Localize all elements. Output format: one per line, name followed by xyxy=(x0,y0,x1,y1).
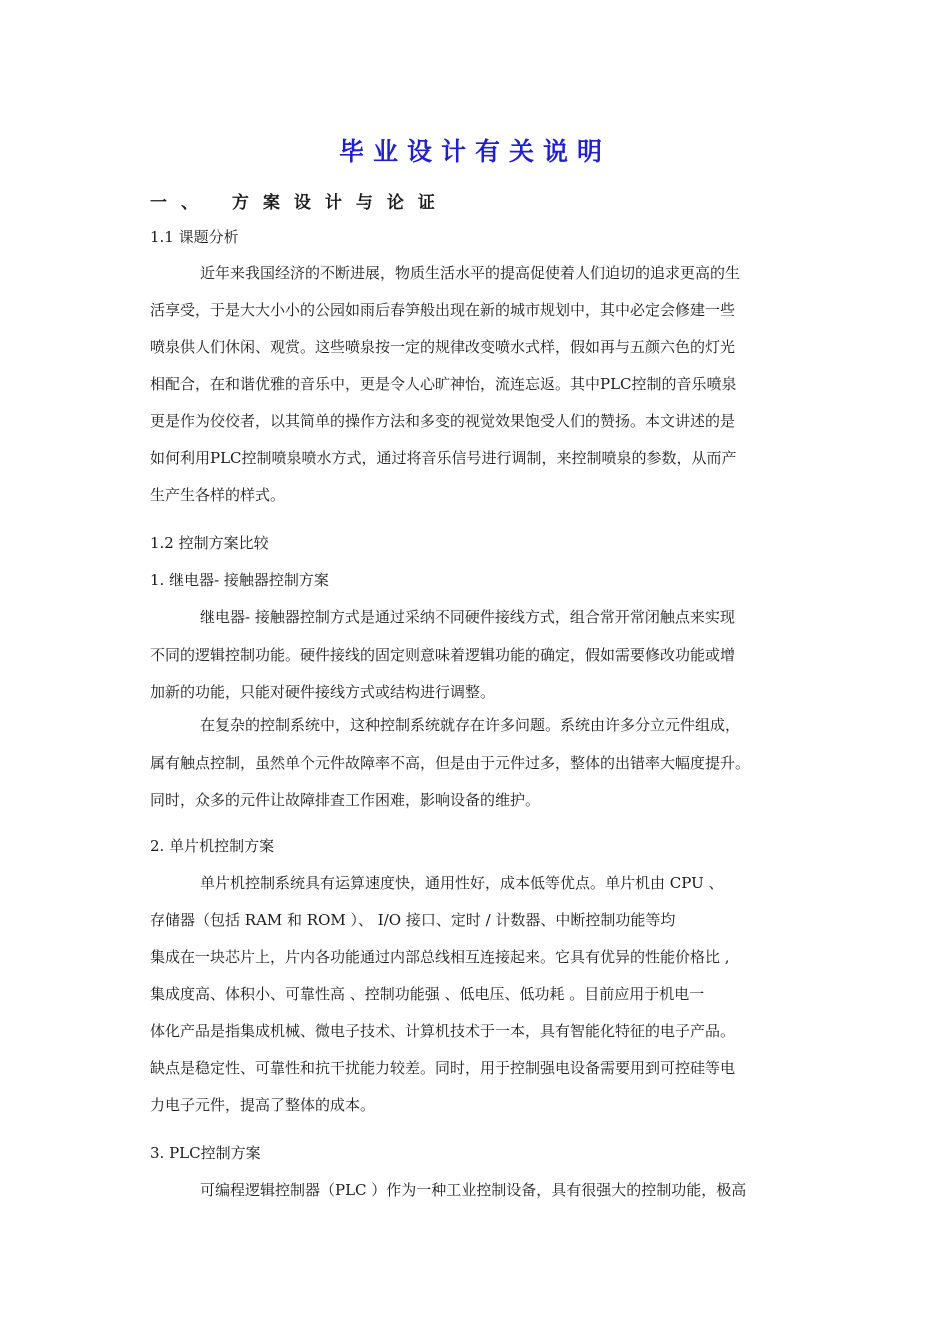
plan-heading-plc: 3. PLC控制方案 xyxy=(150,1144,261,1162)
page-title: 毕业设计有关说明 xyxy=(338,137,611,166)
paragraph-line: 活享受，于是大大小小的公园如雨后春笋般出现在新的城市规划中，其中必定会修建一些 xyxy=(150,301,736,319)
section-heading: 一、 方案设计与论证 xyxy=(150,193,449,213)
paragraph-line: 不同的逻辑控制功能。硬件接线的固定则意味着逻辑功能的确定，假如需要修改功能或增 xyxy=(150,646,736,664)
paragraph-line: 集成在一块芯片上，片内各功能通过内部总线相互连接起来。它具有优异的性能价格比 , xyxy=(150,948,730,966)
paragraph-line: 生产生各样的样式。 xyxy=(150,486,286,504)
subsection-heading-1-2: 1.2 控制方案比较 xyxy=(150,534,269,552)
paragraph-line: 喷泉供人们休闲、观赏。这些喷泉按一定的规律改变喷水式样，假如再与五颜六色的灯光 xyxy=(150,338,736,356)
paragraph-line: 单片机控制系统具有运算速度快，通用性好，成本低等优点。单片机由 CPU 、 xyxy=(200,874,724,892)
paragraph-line: 更是作为佼佼者，以其简单的操作方法和多变的视觉效果饱受人们的赞扬。本文讲述的是 xyxy=(150,412,736,430)
subsection-heading-1-1: 1.1 课题分析 xyxy=(150,228,239,246)
paragraph-line: 加新的功能，只能对硬件接线方式或结构进行调整。 xyxy=(150,683,496,701)
paragraph-line: 存储器（包括 RAM 和 ROM ）、 I/O 接口、定时 / 计数器、中断控制功能等均 xyxy=(150,911,676,929)
paragraph-line: 如何利用PLC控制喷泉喷水方式，通过将音乐信号进行调制，来控制喷泉的参数，从而产 xyxy=(150,449,737,467)
paragraph-line: 体化产品是指集成机械、微电子技术、计算机技术于一本，具有智能化特征的电子产品。 xyxy=(150,1022,736,1040)
plan-heading-relay: 1. 继电器- 接触器控制方案 xyxy=(150,571,329,589)
paragraph-line: 力电子元件，提高了整体的成本。 xyxy=(150,1096,376,1114)
paragraph-line: 近年来我国经济的不断进展，物质生活水平的提高促使着人们迫切的追求更高的生 xyxy=(200,264,741,282)
paragraph-line: 相配合，在和谐优雅的音乐中，更是令人心旷神怡，流连忘返。其中PLC控制的音乐喷泉 xyxy=(150,375,737,393)
paragraph-line: 在复杂的控制系统中，这种控制系统就存在许多问题。系统由许多分立元件组成， xyxy=(200,716,741,734)
paragraph-line: 缺点是稳定性、可靠性和抗干扰能力较差。同时，用于控制强电设备需要用到可控硅等电 xyxy=(150,1059,736,1077)
paragraph-line: 同时，众多的元件让故障排查工作困难，影响设备的维护。 xyxy=(150,791,541,809)
paragraph-line: 可编程逻辑控制器（PLC ）作为一种工业控制设备，具有很强大的控制功能，极高 xyxy=(200,1181,747,1199)
paragraph-line: 继电器- 接触器控制方式是通过采纳不同硬件接线方式，组合常开常闭触点来实现 xyxy=(200,608,735,626)
paragraph-line: 集成度高、体积小、可靠性高 、控制功能强 、低电压、低功耗 。目前应用于机电一 xyxy=(150,985,705,1003)
plan-heading-mcu: 2. 单片机控制方案 xyxy=(150,837,275,855)
paragraph-line: 属有触点控制，虽然单个元件故障率不高，但是由于元件过多，整体的出错率大幅度提升。 xyxy=(150,754,751,772)
